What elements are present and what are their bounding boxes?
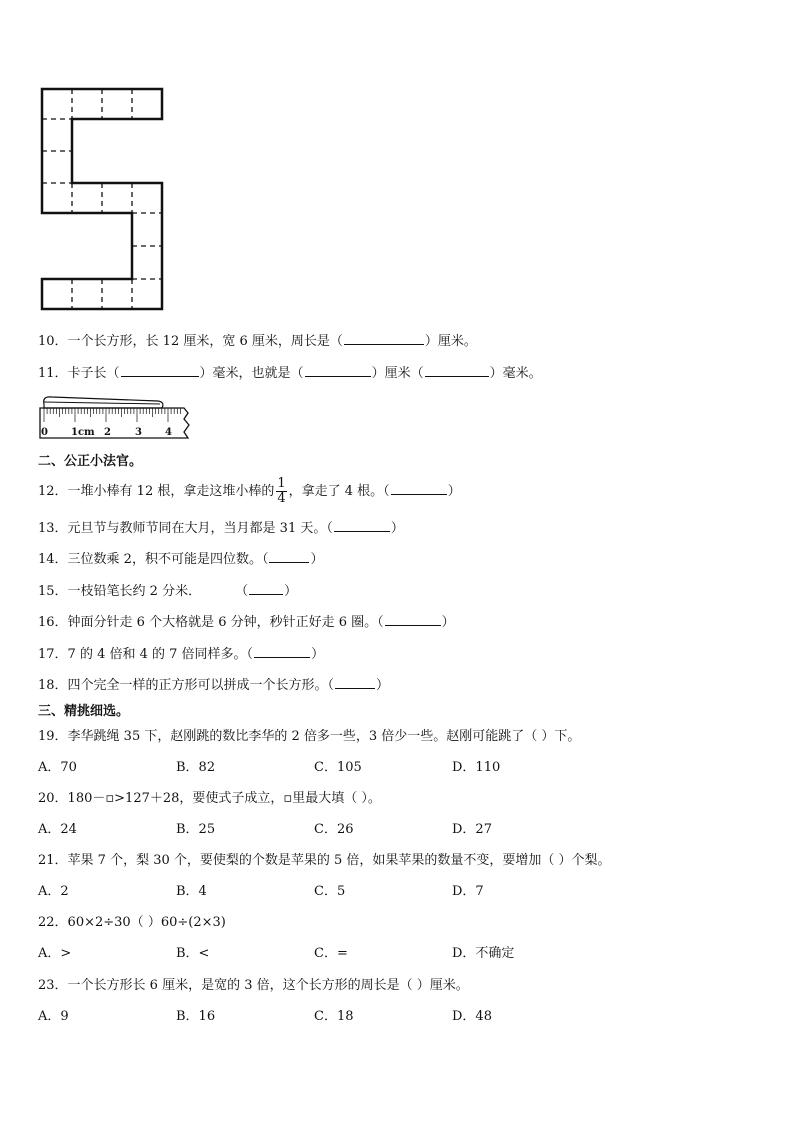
option-a[interactable]: A．9 (38, 1009, 69, 1024)
section-2-heading: 二、公正小法官。 (38, 454, 143, 469)
option-d[interactable]: D．不确定 (452, 946, 515, 961)
option-d[interactable]: D．7 (452, 884, 484, 899)
option-a[interactable]: A．24 (38, 822, 77, 837)
option-a[interactable]: A．> (38, 946, 72, 961)
s-shape-figure (38, 86, 168, 314)
question-14: 14．三位数乘 2，积不可能是四位数。（ ） (38, 552, 324, 567)
answer-blank[interactable] (269, 550, 309, 563)
option-b[interactable]: B．82 (176, 760, 216, 775)
question-15: 15．一枝铅笔长约 2 分米． （ ） (38, 584, 298, 599)
option-b[interactable]: B．25 (176, 822, 216, 837)
option-d[interactable]: D．48 (452, 1009, 492, 1024)
option-c[interactable]: C．26 (314, 822, 354, 837)
answer-blank[interactable] (121, 364, 199, 377)
option-b[interactable]: B．4 (176, 884, 207, 899)
option-a[interactable]: A．70 (38, 760, 77, 775)
option-c[interactable]: C．18 (314, 1009, 354, 1024)
answer-blank[interactable] (425, 364, 489, 377)
option-c[interactable]: C．= (314, 946, 348, 961)
question-17: 17．7 的 4 倍和 4 的 7 倍同样多。（ ） (38, 647, 325, 662)
answer-blank[interactable] (385, 613, 441, 626)
ruler-figure (38, 392, 192, 442)
answer-blank[interactable] (305, 364, 371, 377)
ruler-tick-label: 4 (165, 427, 172, 438)
question-13: 13．元旦节与教师节同在大月，当月都是 31 天。（ ） (38, 521, 404, 536)
answer-blank[interactable] (254, 645, 310, 658)
question-11: 11．卡子长（ ）毫米，也就是（ ）厘米（ ）毫米。 (38, 366, 542, 381)
question-21: 21．苹果 7 个，梨 30 个，要使梨的个数是苹果的 5 倍，如果苹果的数量不变，要增加（ ）个梨。 (38, 853, 611, 868)
option-d[interactable]: D．27 (452, 822, 492, 837)
question-19: 19．李华跳绳 35 下，赵刚跳的数比李华的 2 倍多一些，3 倍少一些。赵刚可能跳了（ ）下。 (38, 729, 581, 744)
ruler-tick-label: 1cm (71, 427, 95, 438)
ruler-tick-label: 3 (135, 427, 142, 438)
question-12: 12．一堆小棒有 12 根，拿走这堆小棒的 $\frac{1}{4}$ ，拿走了 4 根。（ ） (38, 476, 461, 506)
question-22: 22．60×2÷30（ ）60÷(2×3) (38, 915, 226, 930)
option-b[interactable]: B．< (176, 946, 210, 961)
section-3-heading: 三、精挑细选。 (38, 704, 130, 719)
answer-blank[interactable] (334, 519, 390, 532)
ruler-tick-label: 2 (104, 427, 111, 438)
answer-blank[interactable] (344, 332, 424, 345)
ruler-tick-label: 0 (41, 427, 48, 438)
option-b[interactable]: B．16 (176, 1009, 216, 1024)
answer-blank[interactable] (335, 676, 375, 689)
option-a[interactable]: A．2 (38, 884, 69, 899)
option-d[interactable]: D．110 (452, 760, 501, 775)
question-23: 23．一个长方形长 6 厘米，是宽的 3 倍，这个长方形的周长是（ ）厘米。 (38, 978, 469, 993)
question-18: 18．四个完全一样的正方形可以拼成一个长方形。（ ） (38, 678, 390, 693)
question-20: 20．180－▫>127＋28，要使式子成立，▫里最大填（ ）。 (38, 791, 381, 806)
option-c[interactable]: C．5 (314, 884, 346, 899)
question-16: 16．钟面分针走 6 个大格就是 6 分钟，秒针正好走 6 圈。（ ） (38, 615, 455, 630)
answer-blank[interactable] (391, 482, 447, 495)
question-10: 10．一个长方形，长 12 厘米，宽 6 厘米，周长是（ ）厘米。 (38, 334, 477, 349)
option-c[interactable]: C．105 (314, 760, 362, 775)
fraction: $\frac{1}{4}$ (277, 476, 286, 506)
answer-blank[interactable] (249, 582, 283, 595)
